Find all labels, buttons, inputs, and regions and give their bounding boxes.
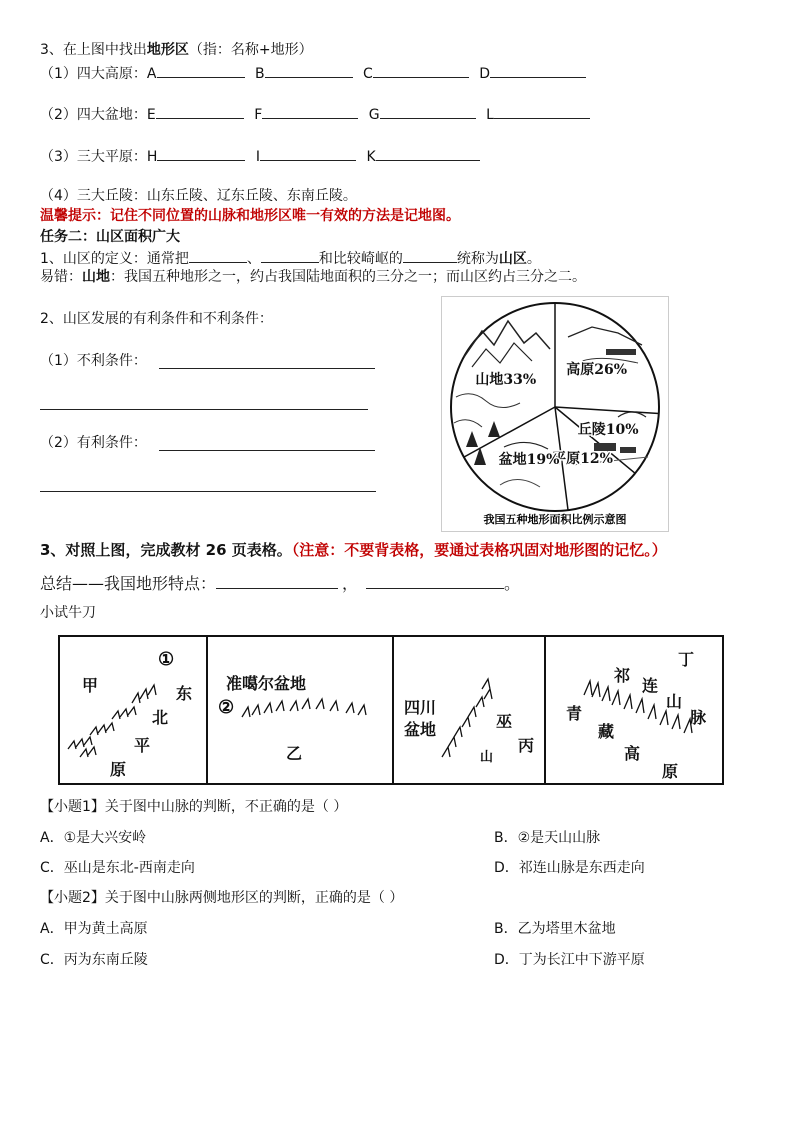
answer-blank[interactable] bbox=[189, 248, 247, 263]
unfavorable-label: （1）不利条件： bbox=[40, 353, 147, 369]
answer-blank[interactable] bbox=[216, 572, 338, 589]
quiz2-stem: 【小题2】关于图中山脉两侧地形区的判断，正确的是（ ） bbox=[40, 890, 404, 906]
answer-blank[interactable] bbox=[380, 104, 476, 119]
answer-blank[interactable] bbox=[261, 248, 319, 263]
practice-heading: 小试牛刀 bbox=[40, 605, 96, 621]
quiz2-option-c[interactable]: C．丙为东南丘陵 bbox=[40, 952, 148, 968]
hills-row: （4）三大丘陵：山东丘陵、辽东丘陵、东南丘陵。 bbox=[40, 188, 357, 204]
pie-slice-label: 山地33% bbox=[475, 371, 537, 388]
quiz2-option-b[interactable]: B．乙为塔里木盆地 bbox=[494, 921, 616, 937]
q3-title: 3、在上图中找出地形区（指：名称+地形） bbox=[40, 42, 313, 58]
pie-slice-label: 高原26% bbox=[566, 361, 628, 378]
summary-line: 总结——我国地形特点： ， 。 bbox=[40, 574, 521, 593]
quiz2-option-d[interactable]: D．丁为长江中下游平原 bbox=[494, 952, 645, 968]
answer-line[interactable] bbox=[159, 368, 375, 369]
pie-caption: 我国五种地形面积比例示意图 bbox=[483, 513, 627, 526]
pie-slice-label: 盆地19% bbox=[498, 451, 560, 468]
mountain-area-definition: 1、山区的定义：通常把 、 和比较崎岖的 统称为山区。 bbox=[40, 248, 541, 268]
quiz2-option-a[interactable]: A．甲为黄土高原 bbox=[40, 921, 148, 937]
answer-line[interactable] bbox=[40, 409, 368, 410]
quiz1-option-c[interactable]: C．巫山是东北-西南走向 bbox=[40, 860, 195, 876]
answer-blank[interactable] bbox=[494, 104, 590, 119]
quiz1-option-d[interactable]: D．祁连山脉是东西走向 bbox=[494, 860, 645, 876]
map-panel-3: 四川 盆地 巫 山 丙 bbox=[392, 637, 546, 783]
quiz1-option-b[interactable]: B．②是天山山脉 bbox=[494, 830, 601, 846]
plateau-row: （1）四大高原：A B C D bbox=[40, 63, 586, 83]
map-panel-2: 准噶尔盆地 ② 乙 bbox=[206, 637, 394, 783]
terrain-pie-chart bbox=[441, 296, 669, 532]
answer-blank[interactable] bbox=[490, 63, 586, 78]
map-panel-4: 丁 祁 连 山 脉 青 藏 高 原 bbox=[544, 637, 722, 783]
answer-blank[interactable] bbox=[157, 146, 245, 161]
plain-row: （3）三大平原：H I K bbox=[40, 146, 480, 166]
tip-text: 温馨提示：记住不同位置的山脉和地形区唯一有效的方法是记地图。 bbox=[40, 208, 460, 224]
answer-blank[interactable] bbox=[403, 248, 457, 263]
answer-blank[interactable] bbox=[260, 146, 356, 161]
answer-blank[interactable] bbox=[156, 104, 244, 119]
pie-slice-label: 丘陵10% bbox=[577, 422, 639, 439]
pie-slice-label: 平原12% bbox=[552, 451, 613, 468]
mountain-map-panels bbox=[58, 635, 724, 785]
quiz1-option-a[interactable]: A．①是大兴安岭 bbox=[40, 830, 147, 846]
quiz1-stem: 【小题1】关于图中山脉的判断，不正确的是（ ） bbox=[40, 799, 348, 815]
mountain-range-icon bbox=[392, 637, 544, 783]
mountain-range-icon bbox=[60, 637, 206, 783]
answer-blank[interactable] bbox=[366, 572, 504, 589]
answer-blank[interactable] bbox=[262, 104, 358, 119]
map-panel-1: ① 甲 东 北 平 原 bbox=[60, 637, 208, 783]
easy-mistake-note: 易错：山地：我国五种地形之一，约占我国陆地面积的三分之一；而山区约占三分之二。 bbox=[40, 269, 586, 285]
answer-line[interactable] bbox=[40, 491, 376, 492]
textbook-table-instruction: 3、对照上图，完成教材 26 页表格。（注意：不要背表格，要通过表格巩固对地形图的记忆。） bbox=[40, 541, 667, 559]
basin-row: （2）四大盆地：E F G L bbox=[40, 104, 590, 124]
pie-svg bbox=[442, 297, 668, 531]
answer-blank[interactable] bbox=[157, 63, 245, 78]
answer-blank[interactable] bbox=[265, 63, 353, 78]
answer-blank[interactable] bbox=[373, 63, 469, 78]
favorable-label: （2）有利条件： bbox=[40, 435, 147, 451]
task2-title: 任务二：山区面积广大 bbox=[40, 229, 180, 245]
answer-blank[interactable] bbox=[376, 146, 480, 161]
conditions-question: 2、山区发展的有利条件和不利条件： bbox=[40, 311, 273, 327]
answer-line[interactable] bbox=[159, 450, 375, 451]
